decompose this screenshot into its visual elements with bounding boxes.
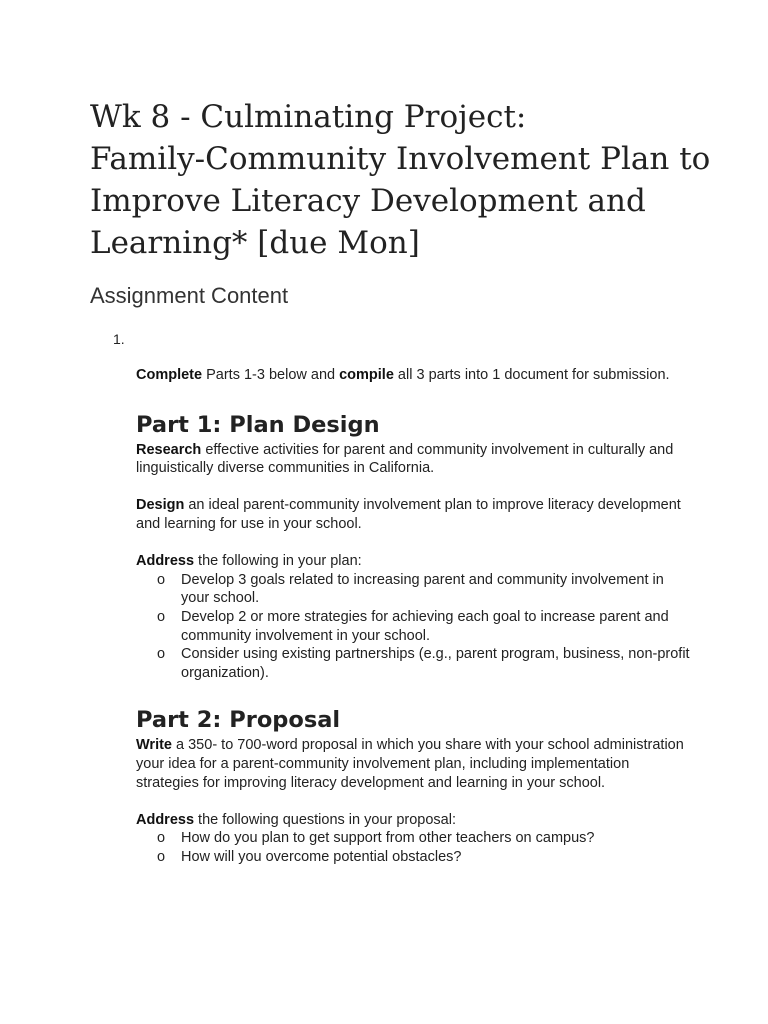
write-bold: Write <box>136 737 172 754</box>
research-bold: Research <box>136 441 202 458</box>
intro-bold-compile: compile <box>339 367 394 383</box>
part2-address-bold: Address <box>136 811 195 828</box>
bullet-text: How will you overcome potential obstacles? <box>181 848 462 865</box>
bullet-marker: o <box>157 848 166 865</box>
title-line-2: Family-Community Involvement Plan to <box>90 141 711 177</box>
intro-text-2: all 3 parts into 1 document for submission. <box>393 367 670 383</box>
bullet-text: Consider using existing partnerships (e.g., parent program, business, non-profit organization). <box>181 646 690 681</box>
bullet-text: Develop 3 goals related to increasing parent and community involvement in your school. <box>181 571 664 607</box>
part1-heading: Part 1: Plan Design <box>136 411 380 438</box>
section-subtitle: Assignment Content <box>90 283 289 308</box>
part1-research-paragraph <box>136 441 696 478</box>
part1-design-paragraph <box>136 496 696 533</box>
bullet-marker: o <box>157 830 166 847</box>
research-text: effective activities for parent and community involvement in culturally and linguistically diverse communities in California. <box>136 441 674 477</box>
list-item <box>136 829 696 848</box>
intro-paragraph <box>136 366 696 385</box>
intro-bold-complete: Complete <box>136 367 203 383</box>
part1-address-text: the following in your plan: <box>194 553 362 570</box>
part2-address-text: the following questions in your proposal: <box>194 811 456 828</box>
page-title <box>90 96 730 264</box>
part2-heading: Part 2: Proposal <box>136 707 341 734</box>
design-text: an ideal parent-community involvement plan to improve literacy development and learning for use in your school. <box>136 497 681 532</box>
bullet-marker: o <box>157 646 166 663</box>
part2-write-paragraph <box>136 736 696 792</box>
title-line-1: Wk 8 - Culminating Project: <box>90 99 527 135</box>
list-item <box>136 645 696 682</box>
design-bold: Design <box>136 497 185 514</box>
title-line-4: Learning* [due Mon] <box>90 225 420 261</box>
bullet-marker: o <box>157 571 166 588</box>
part1-bullet-list <box>136 571 696 683</box>
bullet-marker: o <box>157 608 166 625</box>
part2-address-paragraph <box>136 811 696 830</box>
bullet-text: How do you plan to get support from other teachers on campus? <box>181 830 595 847</box>
assignment-content <box>136 366 696 866</box>
part1-address-paragraph <box>136 552 696 571</box>
intro-text-1: Parts 1-3 below and <box>202 367 340 383</box>
title-line-3: Improve Literacy Development and <box>90 183 646 219</box>
list-item <box>136 608 696 645</box>
list-item <box>136 848 696 867</box>
list-number: 1. <box>113 331 125 347</box>
list-item <box>136 571 696 608</box>
write-text: a 350- to 700-word proposal in which you share with your school administration your idea for a parent-community involvement plan, including implementation strategies for improving literacy development and learning in your school. <box>136 737 684 791</box>
part1-address-bold: Address <box>136 553 195 570</box>
bullet-text: Develop 2 or more strategies for achieving each goal to increase parent and community involvement in your school. <box>181 608 669 644</box>
part2-bullet-list <box>136 829 696 866</box>
